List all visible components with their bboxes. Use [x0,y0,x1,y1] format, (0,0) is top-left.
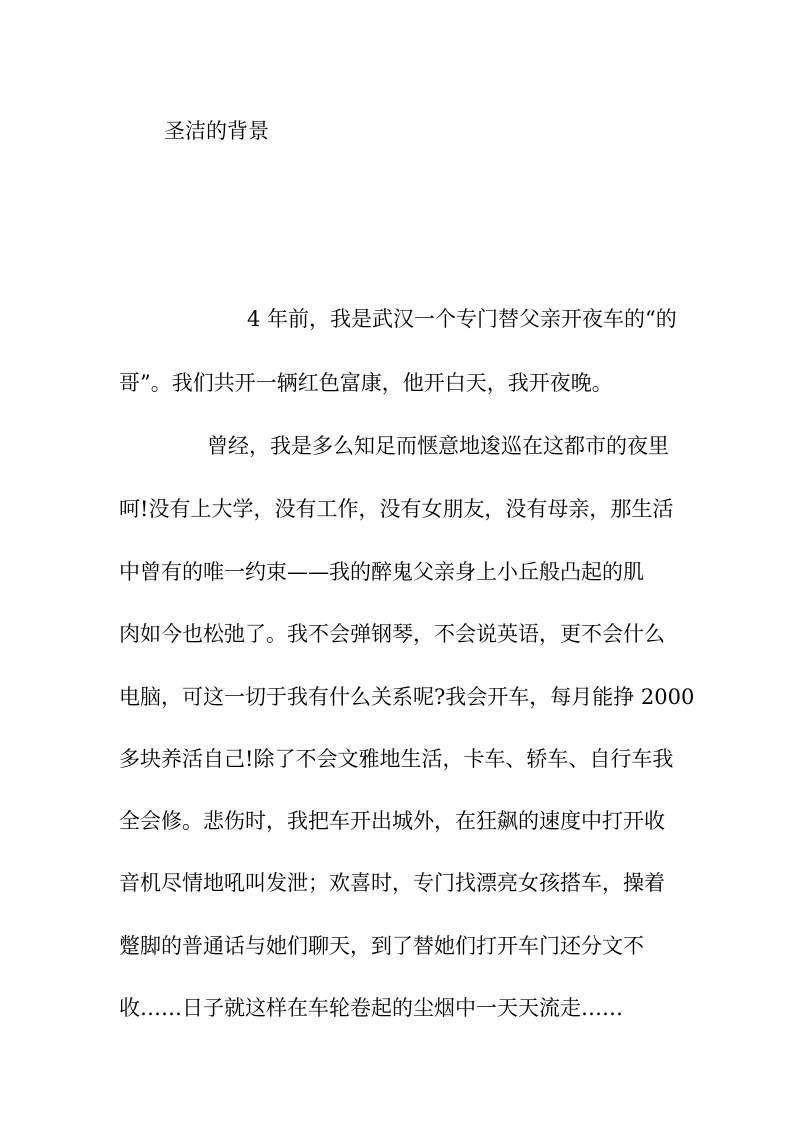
paragraph-line: 音机尽情地吼叫发泄；欢喜时，专门找漂亮女孩搭车，操着 [119,871,665,895]
paragraph-line: 中曾有的唯一约束——我的醉鬼父亲身上小丘般凸起的肌 [119,560,644,584]
paragraph-line: 全会修。悲伤时，我把车开出城外，在狂飙的速度中打开收 [119,809,665,833]
paragraph-line: 曾经，我是多么知足而惬意地逡巡在这都市的夜里 [207,434,669,458]
paragraph-line: 哥”。我们共开一辆红色富康，他开白天，我开夜晚。 [119,371,613,395]
paragraph-line: 电脑，可这一切于我有什么关系呢?我会开车，每月能挣 2000 [119,685,695,709]
paragraph-line: 肉如今也松弛了。我不会弹钢琴，不会说英语，更不会什么 [119,622,665,646]
paragraph-line: 4 年前，我是武汉一个专门替父亲开夜车的“的 [247,307,677,331]
paragraph-line: 呵!没有上大学，没有工作，没有女朋友，没有母亲，那生活 [119,497,674,521]
paragraph-line: 收……日子就这样在车轮卷起的尘烟中一天天流走…… [119,996,623,1020]
document-title: 圣洁的背景 [164,119,269,143]
paragraph-line: 蹩脚的普通话与她们聊天，到了替她们打开车门还分文不 [119,934,644,958]
paragraph-line: 多块养活自己!除了不会文雅地生活，卡车、轿车、自行车我 [119,747,674,771]
